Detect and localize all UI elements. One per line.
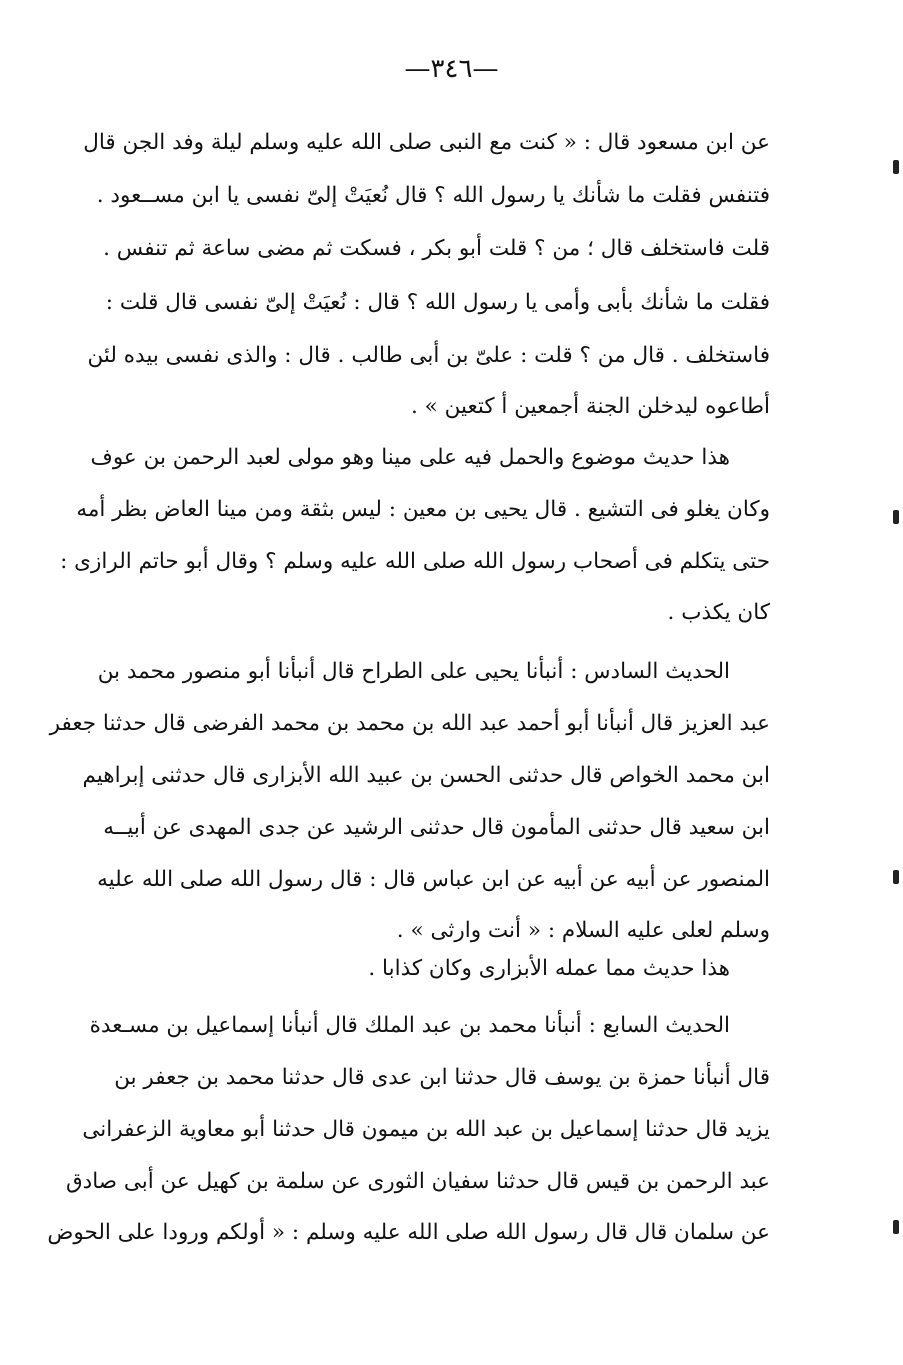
text-line: كان يكذب . [667, 600, 770, 625]
text-line: هذا حديث موضوع والحمل فيه على مينا وهو مولى لعبد الرحمن بن عوف [90, 445, 730, 470]
paragraph-5 [47, 1000, 770, 1258]
text-line: فاستخلف . قال من ؟ قلت : علىّ بن أبى طالب . قال : والذى نفسى بيده لئن [87, 343, 770, 368]
text-line: الحديث السادس : أنبأنا يحيى على الطراح قال أنبأنا أبو منصور محمد بن [97, 659, 730, 684]
text-line: فقلت ما شأنك بأبى وأمى يا رسول الله ؟ قال : نُعيَتْ إلىّ نفسى قال قلت : [105, 290, 770, 315]
text-line: عبد الرحمن بن قيس قال حدثنا سفيان الثورى عن سلمة بن كهيل عن أبى صادق [65, 1169, 770, 1194]
text-line: ابن سعيد قال حدثنى المأمون قال حدثنى الرشيد عن جدى المهدى عن أبيــه [103, 815, 770, 840]
text-line: قلت فاستخلف قال ؛ من ؟ قلت أبو بكر ، فسكت ثم مضى ساعة ثم تنفس . [103, 236, 770, 261]
text-line: قال أنبأنا حمزة بن يوسف قال حدثنا ابن عدى قال حدثنا محمد بن جعفر بن [114, 1065, 770, 1090]
text-line: وسلم لعلى عليه السلام : « أنت وارثى » . [396, 918, 770, 943]
paragraph-4 [120, 944, 770, 994]
text-line: فتنفس فقلت ما شأنك يا رسول الله ؟ قال نُعيَتْ إلىّ نفسى يا ابن مســعود . [96, 183, 770, 208]
text-line: عن سلمان قال قال رسول الله صلى الله عليه وسلم : « أولكم ورودا على الحوض [47, 1220, 770, 1245]
text-line: يزيد قال حدثنا إسماعيل بن عبد الله بن ميمون قال حدثنا أبو معاوية الزعفرانى [82, 1117, 770, 1142]
text-line: وكان يغلو فى التشيع . قال يحيى بن معين : ليس بثقة ومن مينا العاض بظر أمه [76, 497, 770, 522]
text-line: عن ابن مسعود قال : « كنت مع النبى صلى الله عليه وسلم ليلة وفد الجن قال [83, 130, 770, 155]
margin-mark [893, 510, 899, 524]
text-line: المنصور عن أبيه عن أبيه عن ابن عباس قال : قال رسول الله صلى الله عليه [97, 867, 770, 892]
text-line: ابن محمد الخواص قال حدثنى الحسن بن عبيد الله الأبزارى قال حدثنى إبراهيم [82, 763, 770, 788]
text-line: هذا حديث مما عمله الأبزارى وكان كذابا . [368, 956, 730, 981]
paragraph-2 [60, 432, 770, 638]
page-number: —٣٤٦— [404, 54, 499, 84]
paragraph-3 [49, 646, 770, 956]
paragraph-1 [83, 118, 770, 432]
text-line: حتى يتكلم فى أصحاب رسول الله صلى الله عليه وسلم ؟ وقال أبو حاتم الرازى : [60, 549, 770, 574]
margin-mark [893, 870, 899, 884]
margin-mark [893, 1220, 899, 1234]
text-line: أطاعوه ليدخلن الجنة أجمعين أ كتعين » . [410, 394, 770, 419]
margin-mark [893, 160, 899, 174]
text-line: عبد العزيز قال أنبأنا أبو أحمد عبد الله بن محمد بن محمد الفرضى قال حدثنا جعفر [49, 711, 770, 736]
text-line: الحديث السابع : أنبأنا محمد بن عبد الملك قال أنبأنا إسماعيل بن مسـعدة [89, 1013, 730, 1038]
